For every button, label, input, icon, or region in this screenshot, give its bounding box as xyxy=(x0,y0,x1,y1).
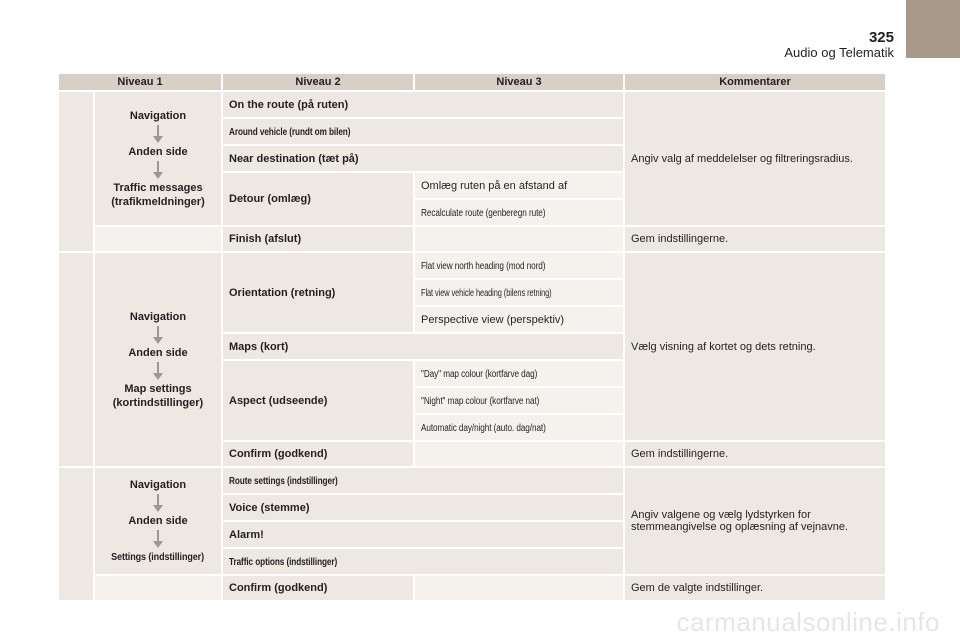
level2-item: Maps (kort) xyxy=(222,333,624,360)
comment-cell: Angiv valg af meddelelser og filtreringsradius. xyxy=(624,91,886,226)
level3-item: Perspective view (perspektiv) xyxy=(414,306,624,333)
down-arrow-icon xyxy=(153,161,163,179)
comment-cell: Gem indstillingerne. xyxy=(624,441,886,467)
table-row xyxy=(58,467,886,494)
chapter-tab xyxy=(906,0,960,58)
path-level-3: Settings (indstillinger) xyxy=(111,551,205,563)
table-header-row xyxy=(58,73,886,91)
menu-path-map xyxy=(94,252,222,467)
comment-cell: Angiv valgene og vælg lydstyrken for stemmeangivelse og oplæsning af vejnavne. xyxy=(624,467,886,575)
level2-item: Around vehicle (rundt om bilen) xyxy=(229,126,351,138)
level2-item: Alarm! xyxy=(222,521,624,548)
menu-path-traffic xyxy=(94,91,222,226)
level3-item: Automatic day/night (auto. dag/nat) xyxy=(421,422,546,434)
table-row xyxy=(58,575,886,601)
down-arrow-icon xyxy=(153,530,163,548)
comment-cell: Vælg visning af kortet og dets retning. xyxy=(624,252,886,441)
level2-item: Confirm (godkend) xyxy=(222,575,414,601)
level2-item: Finish (afslut) xyxy=(222,226,414,252)
path-level-2: Anden side xyxy=(128,514,188,527)
down-arrow-icon xyxy=(153,326,163,344)
comment-cell: Gem de valgte indstillinger. xyxy=(624,575,886,601)
watermark: carmanualsonline.info xyxy=(676,607,940,637)
page-number: 325 xyxy=(868,29,894,46)
column-header-comment: Kommentarer xyxy=(624,73,886,91)
group-margin xyxy=(58,467,94,601)
table-row xyxy=(58,252,886,279)
down-arrow-icon xyxy=(153,125,163,143)
path-level-3: Map settings (kortindstillinger) xyxy=(112,382,204,409)
level2-item: Aspect (udseende) xyxy=(222,360,414,441)
level2-item: On the route (på ruten) xyxy=(222,91,624,118)
table-row xyxy=(58,226,886,252)
column-header-level2: Niveau 2 xyxy=(222,73,414,91)
group-margin xyxy=(58,252,94,467)
section-title: Audio og Telematik xyxy=(784,45,894,60)
path-level-2: Anden side xyxy=(128,145,188,158)
comment-cell: Gem indstillingerne. xyxy=(624,226,886,252)
level2-item: Route settings (indstillinger) xyxy=(229,475,338,487)
path-level-2: Anden side xyxy=(128,346,188,359)
level3-item: Flat view north heading (mod nord) xyxy=(421,260,546,272)
level2-item: Detour (omlæg) xyxy=(222,172,414,226)
path-level-1: Navigation xyxy=(129,310,187,323)
level3-item: Recalculate route (genberegn rute) xyxy=(421,207,546,219)
menu-table xyxy=(57,72,887,602)
level2-item: Orientation (retning) xyxy=(222,252,414,333)
level2-item: Voice (stemme) xyxy=(222,494,624,521)
level2-item: Confirm (godkend) xyxy=(222,441,414,467)
column-header-level3: Niveau 3 xyxy=(414,73,624,91)
path-level-1: Navigation xyxy=(129,109,187,122)
level2-item: Near destination (tæt på) xyxy=(222,145,624,172)
table-row xyxy=(58,91,886,118)
path-level-1: Navigation xyxy=(129,478,187,491)
column-header-level1: Niveau 1 xyxy=(58,73,222,91)
level3-item: "Night" map colour (kortfarve nat) xyxy=(421,395,540,407)
group-margin xyxy=(58,91,94,252)
level3-item: Flat view vehicle heading (bilens retning) xyxy=(421,287,552,299)
down-arrow-icon xyxy=(153,362,163,380)
level2-item: Traffic options (indstillinger) xyxy=(229,556,338,568)
level3-item: "Day" map colour (kortfarve dag) xyxy=(421,368,538,380)
path-level-3: Traffic messages (trafikmeldninger) xyxy=(111,181,205,208)
level3-item: Omlæg ruten på en afstand af xyxy=(414,172,624,199)
down-arrow-icon xyxy=(153,494,163,512)
